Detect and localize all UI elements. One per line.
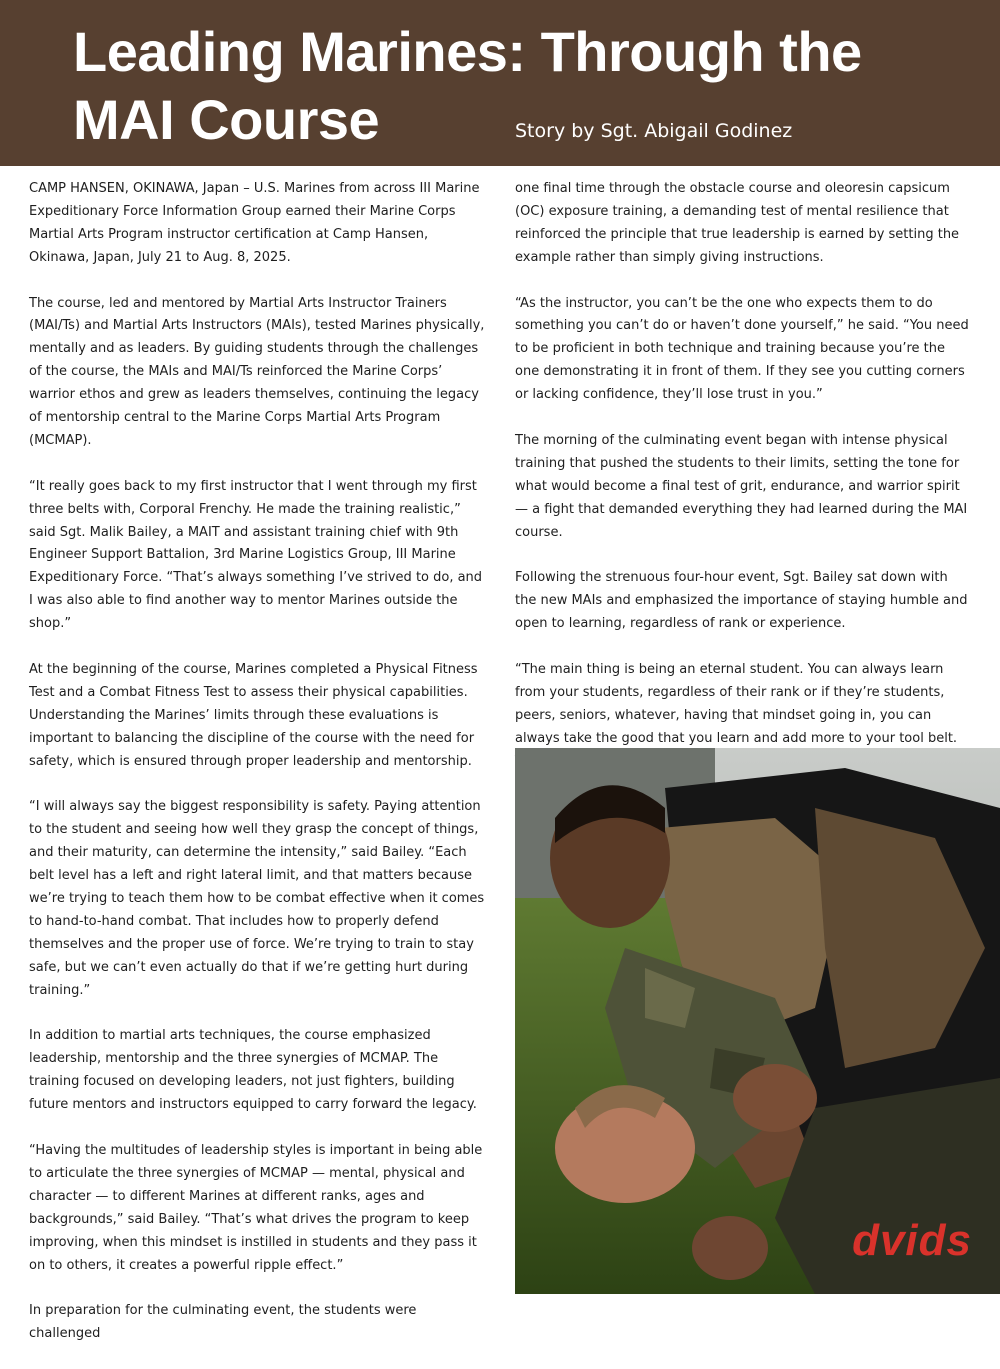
- paragraph: Following the strenuous four-hour event, Sgt. Bailey sat down with the new MAIs and emphasized the importance of staying humble and open to learning, regardless of rank or experience.: [515, 570, 968, 632]
- paragraph: CAMP HANSEN, OKINAWA, Japan – U.S. Marines from across III Marine Expeditionary Force Information Group earned their Marine Corps Martial Arts Program instructor certification at Camp Hansen, Okinawa, Japan, July 21 to Aug. 8, 2025.: [29, 181, 480, 265]
- article-column-right: [515, 178, 970, 819]
- paragraph: The morning of the culminating event began with intense physical training that pushed the students to their limits, setting the tone for what would become a final test of grit, endurance, and warrior spirit — a fight that demanded everything they had learned during the MAI course.: [515, 432, 968, 540]
- paragraph: The course, led and mentored by Martial Arts Instructor Trainers (MAI/Ts) and Martial Arts Instructors (MAIs), tested Marines physically, mentally and as leaders. By guiding students through the challenges of the course, the MAIs and MAI/Ts reinforced the Marine Corps’ warrior ethos and grew as leaders themselves, continuing the legacy of mentorship central to the Marine Corps Martial Arts Program (MCMAP).: [29, 295, 485, 448]
- paragraph: “The main thing is being an eternal student. You can always learn from your students, regardless of their rank or if they’re students, peers, seniors, whatever, having that mindset going in, you can always take the good that you learn and add more to your tool belt.: [515, 661, 958, 746]
- byline: Story by Sgt. Abigail Godinez: [515, 120, 793, 142]
- paragraph: At the beginning of the course, Marines completed a Physical Fitness Test and a Combat Fitness Test to assess their physical capabilities. Understanding the Marines’ limits through these evaluations is important to balancing the discipline of the course with the need for safety, which is ensured through proper leadership and mentorship.: [29, 661, 478, 769]
- dvids-logo: dvids: [852, 1216, 972, 1265]
- paragraph: “Having the multitudes of leadership styles is important in being able to articulate the three synergies of MCMAP — mental, physical and character — to different Marines at different ranks, ages and backgrounds,” said Bailey. “That’s what drives the program to keep improving, when this mindset is instilled in students and they pass it on to others, it creates a powerful ripple effect.”: [29, 1142, 483, 1273]
- paragraph: “I will always say the biggest responsibility is safety. Paying attention to the student and seeing how well they grasp the concept of things, and their maturity, can determine the intensity,” said Bailey. “Each belt level has a left and right lateral limit, and that matters because we’re trying to teach them how to be combat effective when it comes to hand-to-hand combat. That includes how to properly defend themselves and the proper use of force. We’re trying to train to stay safe, but we can’t even actually do that if we’re getting hurt during training.”: [29, 799, 485, 998]
- paragraph: In preparation for the culminating event, the students were challenged: [29, 1303, 417, 1342]
- paragraph: “It really goes back to my first instructor that I went through my first three belts with, Corporal Frenchy. He made the training realistic,” said Sgt. Malik Bailey, a MAIT and assistant training chief with 9th Engineer Support Battalion, 3rd Marine Logistics Group, III Marine Expeditionary Force. “That’s always something I’ve strived to do, and I was also able to find another way to mentor Marines outside the shop.”: [29, 478, 483, 632]
- article-title: Leading Marines: Through the MAI Course: [73, 20, 862, 151]
- article-photo: [515, 748, 1000, 1294]
- paragraph: one final time through the obstacle course and oleoresin capsicum (OC) exposure training, a demanding test of mental resilience that reinforced the principle that true leadership is earned by setting the example rather than simply giving instructions.: [515, 181, 960, 265]
- header-banner: [0, 0, 1000, 166]
- photo-illustration: [515, 748, 1000, 1294]
- paragraph: In addition to martial arts techniques, the course emphasized leadership, mentorship and the three synergies of MCMAP. The training focused on developing leaders, not just fighters, building future mentors and instructors equipped to carry forward the legacy.: [29, 1028, 477, 1113]
- paragraph: “As the instructor, you can’t be the one who expects them to do something you can’t do or haven’t done yourself,” he said. “You need to be proficient in both technique and training because you’re the one demonstrating it in front of them. If they see you cutting corners or lacking confidence, they’ll lose trust in you.”: [515, 295, 969, 403]
- article-column-left: [29, 178, 489, 1369]
